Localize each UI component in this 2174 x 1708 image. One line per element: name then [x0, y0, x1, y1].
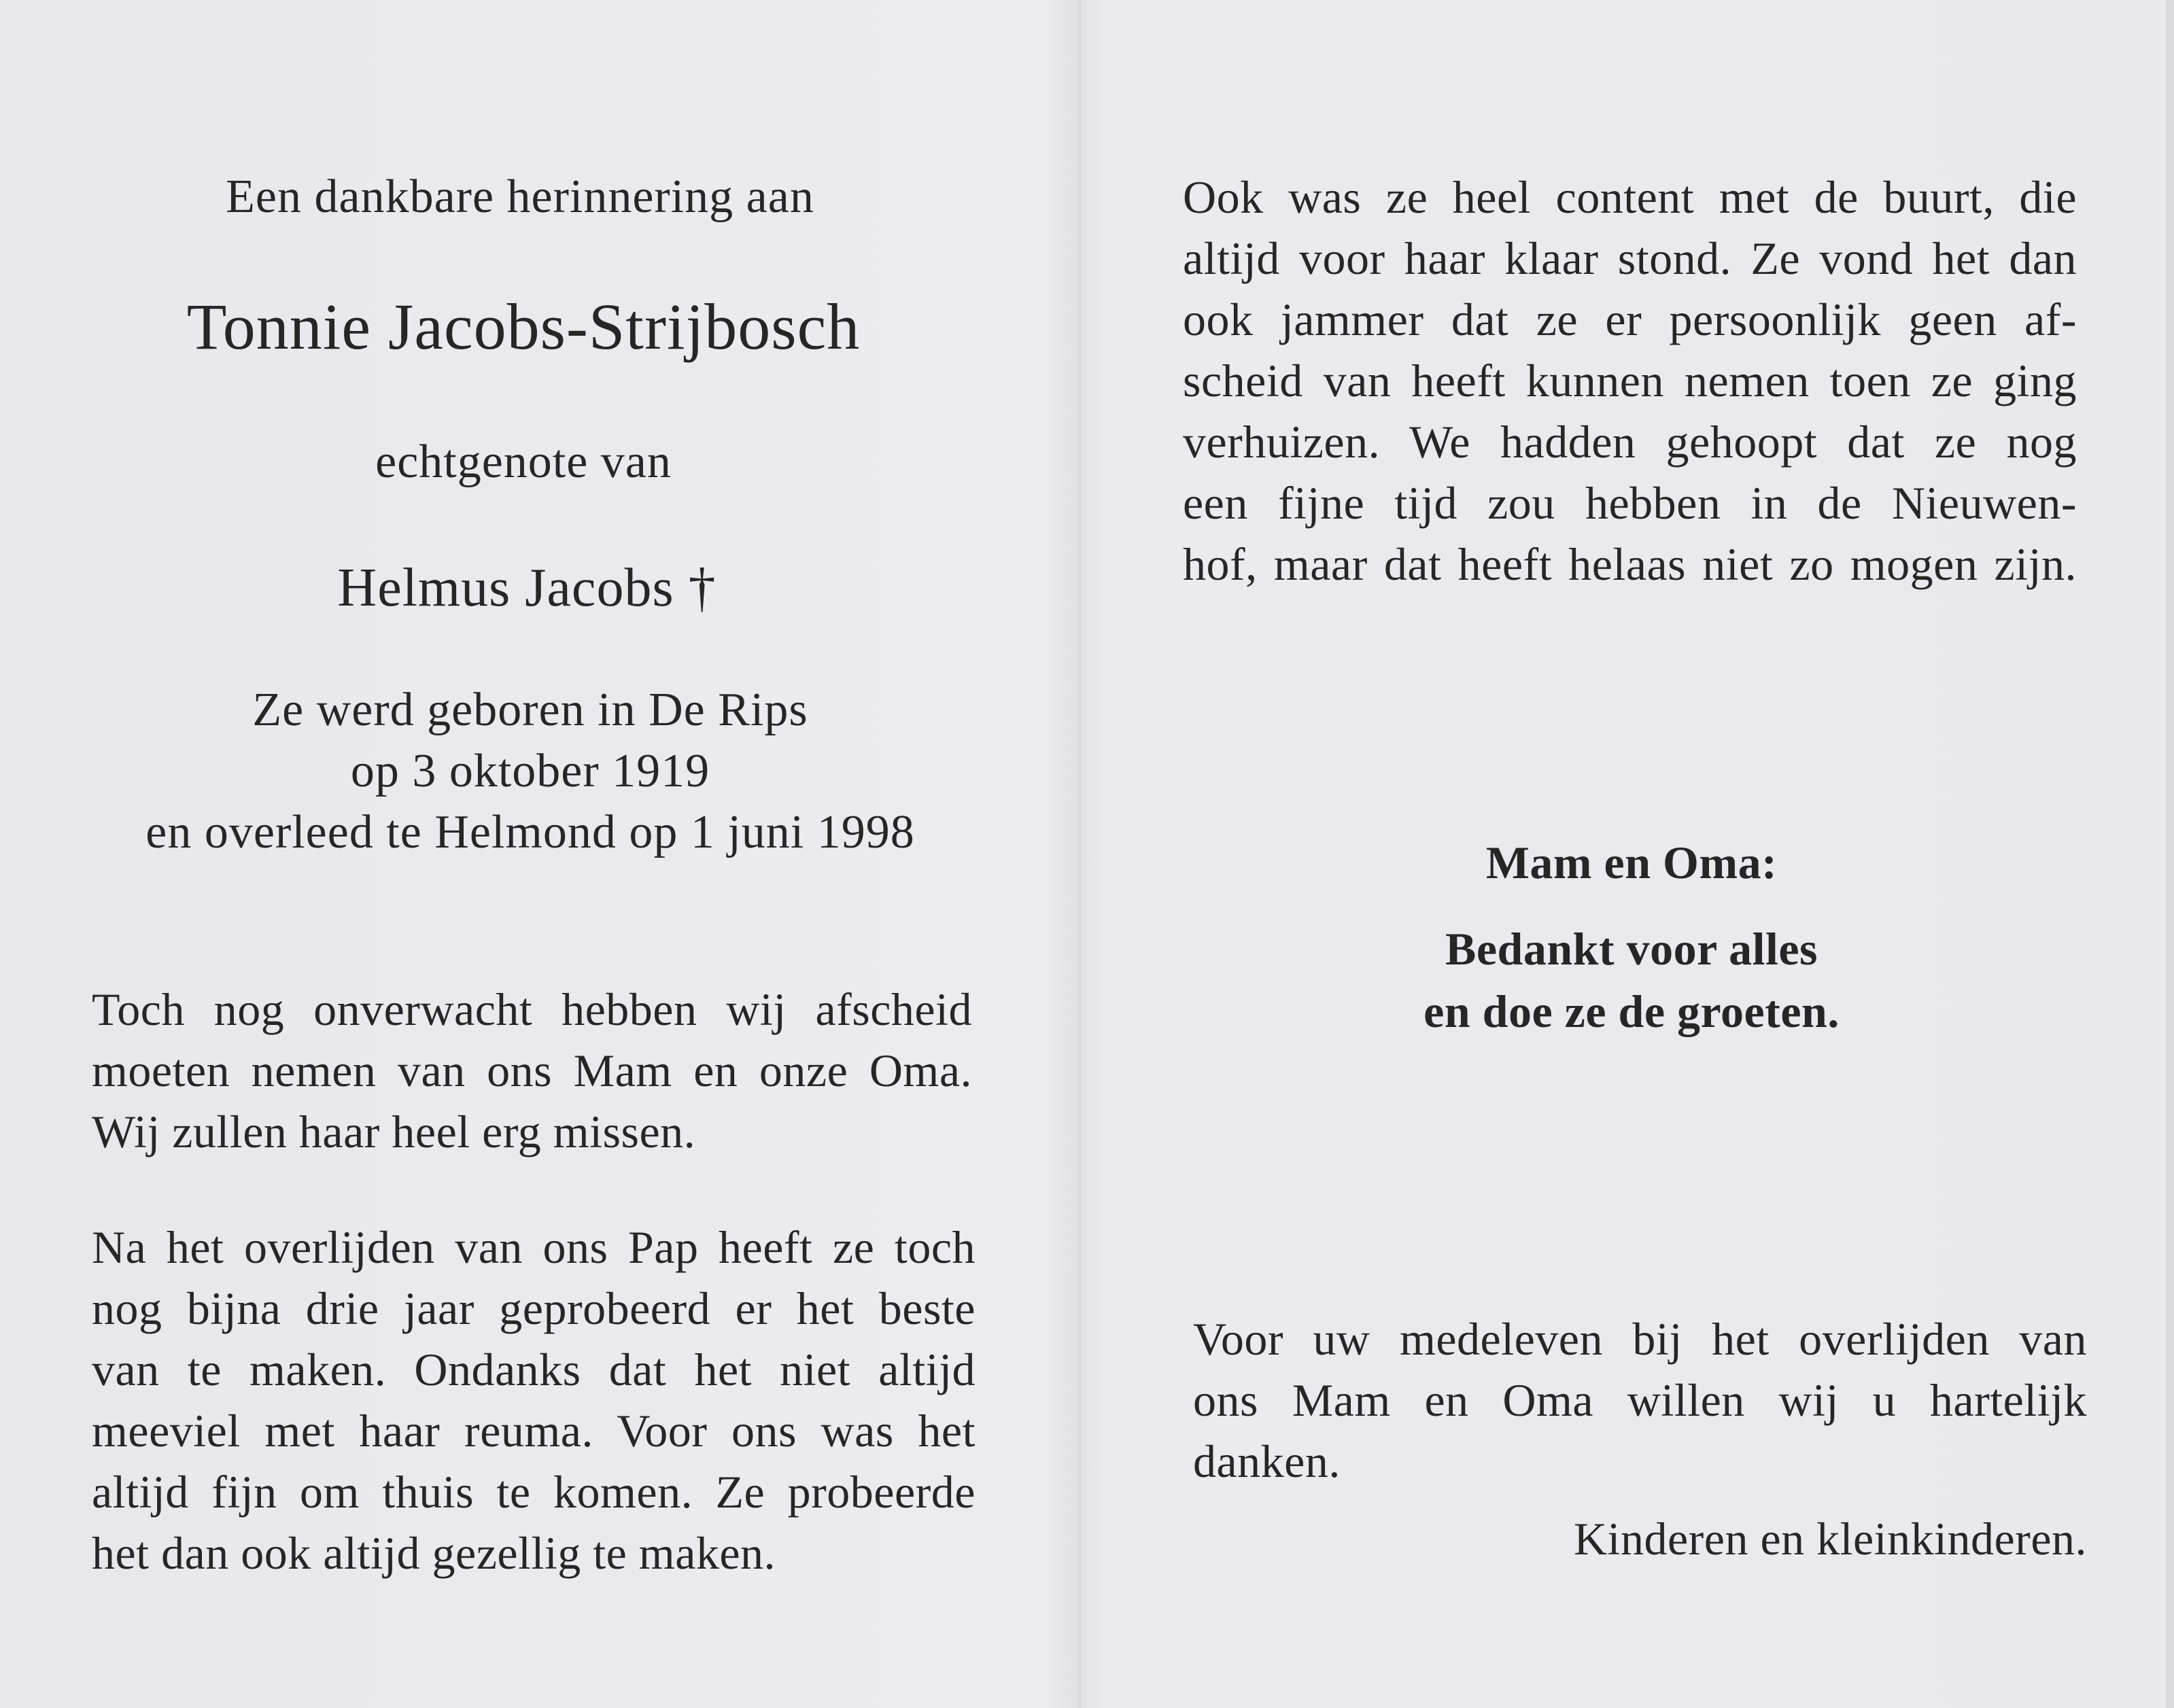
farewell-heading: Mam en Oma: — [1485, 837, 1778, 888]
left-panel — [0, 0, 1077, 1708]
farewell-message — [1326, 918, 1937, 1043]
paragraph-line: nog bijna drie jaar geprobeerd er het beste — [92, 1283, 976, 1334]
paragraph-line: Ook was ze heel content met de buurt, die — [1183, 171, 2077, 223]
birth-death-details — [0, 680, 1060, 863]
paragraph-line: van te maken. Ondanks dat het niet altijd — [92, 1344, 976, 1395]
paragraph-line: Wij zullen haar heel erg missen. — [92, 1106, 696, 1157]
signature: Kinderen en kleinkinderen. — [1573, 1513, 2087, 1565]
paragraph-thanks — [1193, 1308, 2087, 1492]
paragraph-line: Na het overlijden van ons Pap heeft ze toch — [92, 1221, 976, 1273]
deceased-name: Tonnie Jacobs-Strijbosch — [186, 290, 861, 363]
farewell-line: Bedankt voor alles — [1445, 923, 1818, 975]
spouse-name: Helmus Jacobs † — [337, 558, 717, 618]
paragraph-neighbourhood — [1183, 167, 2077, 595]
paragraph-line: Voor uw medeleven bij het overlijden van — [1193, 1313, 2087, 1365]
paragraph-line: meeviel met haar reuma. Voor ons was het — [92, 1405, 976, 1457]
paragraph-line: moeten nemen van ons Mam en onze Oma. — [92, 1045, 972, 1096]
spouse-label: echtgenote van — [375, 436, 672, 488]
paragraph-line: het dan ook altijd gezellig te maken. — [92, 1527, 776, 1579]
intro-text: Een dankbare herinnering aan — [226, 171, 814, 223]
paragraph-line: ons Mam en Oma willen wij u hartelijk — [1193, 1374, 2087, 1426]
farewell-line: en doe ze de groeten. — [1424, 986, 1840, 1037]
paragraph-life — [92, 1217, 976, 1584]
birth-date-line: op 3 oktober 1919 — [350, 745, 710, 797]
paragraph-line: scheid van heeft kunnen nemen toen ze ging — [1183, 355, 2077, 406]
paragraph-line: Toch nog onverwacht hebben wij afscheid — [92, 983, 972, 1035]
paragraph-line: verhuizen. We hadden gehoopt dat ze nog — [1183, 416, 2077, 468]
paragraph-line: altijd voor haar klaar stond. Ze vond het dan — [1183, 232, 2077, 284]
paragraph-farewell — [92, 979, 972, 1162]
death-line: en overleed te Helmond op 1 juni 1998 — [145, 806, 915, 858]
paragraph-line: danken. — [1193, 1435, 1341, 1487]
paragraph-line: hof, maar dat heeft helaas niet zo mogen zijn. — [1183, 538, 2077, 590]
paragraph-line: een fijne tijd zou hebben in de Nieuwen- — [1183, 477, 2077, 529]
paragraph-line: ook jammer dat ze er persoonlijk geen af- — [1183, 294, 2077, 345]
paragraph-line: altijd fijn om thuis te komen. Ze probeerde — [92, 1466, 976, 1518]
card-fold — [1077, 0, 1082, 1708]
birth-line: Ze werd geboren in De Rips — [252, 684, 808, 736]
